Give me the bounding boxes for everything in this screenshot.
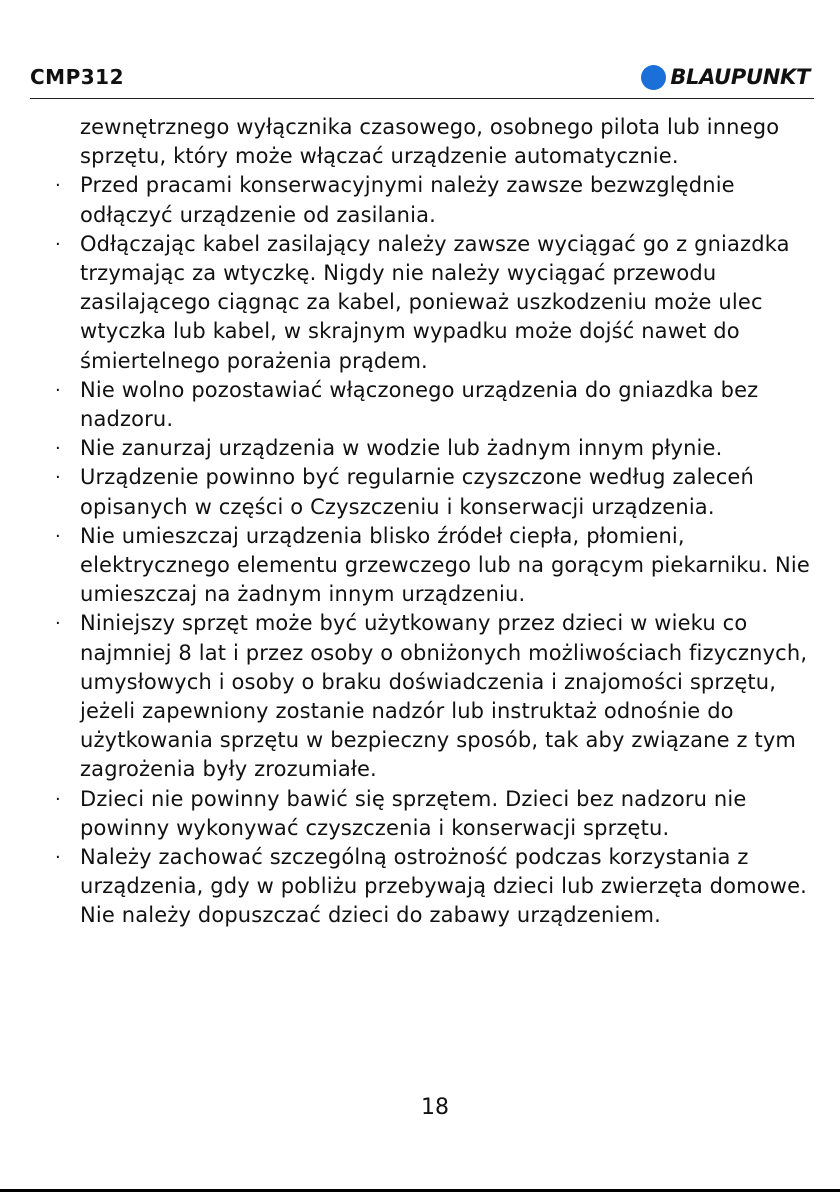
page-header: [30, 64, 814, 99]
list-item-text: Niniejszy sprzęt może być użytkowany przez dzieci w wieku co najmniej 8 lat i przez osoby o obniżonych możliwościach fizycznych, umysłowych i osoby o braku doświadczenia i znajomości sprzętu, jeżeli zapewniony zostanie nadzór lub instruktaż odnośnie do użytkowania sprzętu w bezpieczny sposób, tak aby związane z tym zagrożenia były zrozumiałe.: [80, 611, 808, 782]
brand-logo: [641, 64, 810, 90]
model-number: CMP312: [30, 65, 124, 89]
list-item: [50, 522, 830, 610]
list-item: [50, 171, 830, 229]
paragraph-text: zewnętrznego wyłącznika czasowego, osobnego pilota lub innego sprzętu, który może włączać urządzenie automatycznie.: [80, 115, 780, 169]
paragraph-continuation: [50, 113, 830, 171]
brand-name: BLAUPUNKT: [670, 65, 810, 89]
bullet: ·: [55, 438, 61, 460]
list-item-text: Odłączając kabel zasilający należy zawsze wyciągać go z gniazdka trzymając za wtyczkę. Nigdy nie należy wyciągać przewodu zasilającego ciągnąc za kabel, ponieważ uszkodzeniu może ulec wtyczka lub kabel, w skrajnym wypadku może dojść nawet do śmiertelnego porażenia prądem.: [80, 231, 790, 373]
list-item-text: Należy zachować szczególną ostrożność podczas korzystania z urządzenia, gdy w pobliżu przebywają dzieci lub zwierzęta domowe. Nie należy dopuszczać dzieci do zabawy urządzeniem.: [80, 845, 807, 928]
list-item: [50, 230, 830, 376]
list-item: [50, 376, 830, 434]
bullet: ·: [55, 379, 61, 401]
list-item: [50, 785, 830, 843]
list-item: [50, 609, 830, 784]
bullet: ·: [55, 233, 61, 255]
bullet: ·: [55, 467, 61, 489]
document-body: [50, 113, 830, 931]
bullet: ·: [55, 613, 61, 635]
bullet: ·: [55, 788, 61, 810]
list-item-text: Nie zanurzaj urządzenia w wodzie lub żadnym innym płynie.: [80, 436, 723, 461]
bullet: ·: [55, 175, 61, 197]
list-item-text: Przed pracami konserwacyjnymi należy zawsze bezwzględnie odłączyć urządzenie od zasilania.: [80, 173, 735, 227]
list-item-text: Urządzenie powinno być regularnie czyszczone według zaleceń opisanych w części o Czyszczeniu i konserwacji urządzenia.: [80, 465, 754, 519]
list-item-text: Nie umieszczaj urządzenia blisko źródeł ciepła, płomieni, elektrycznego elementu grzewczego lub na gorącym piekarniku. Nie umieszczaj na żadnym innym urządzeniu.: [80, 523, 810, 607]
list-item-text: Dzieci nie powinny bawić się sprzętem. Dzieci bez nadzoru nie powinny wykonywać czyszczenia i konserwacji sprzętu.: [80, 786, 747, 840]
list-item: [50, 463, 830, 521]
bullet: ·: [55, 525, 61, 547]
list-item-text: Nie wolno pozostawiać włączonego urządzenia do gniazdka bez nadzoru.: [80, 377, 759, 432]
list-item: [50, 843, 830, 931]
list-item: [50, 434, 830, 463]
brand-dot-icon: [641, 65, 666, 90]
page-number: 18: [421, 1095, 449, 1120]
bullet: ·: [55, 847, 61, 869]
